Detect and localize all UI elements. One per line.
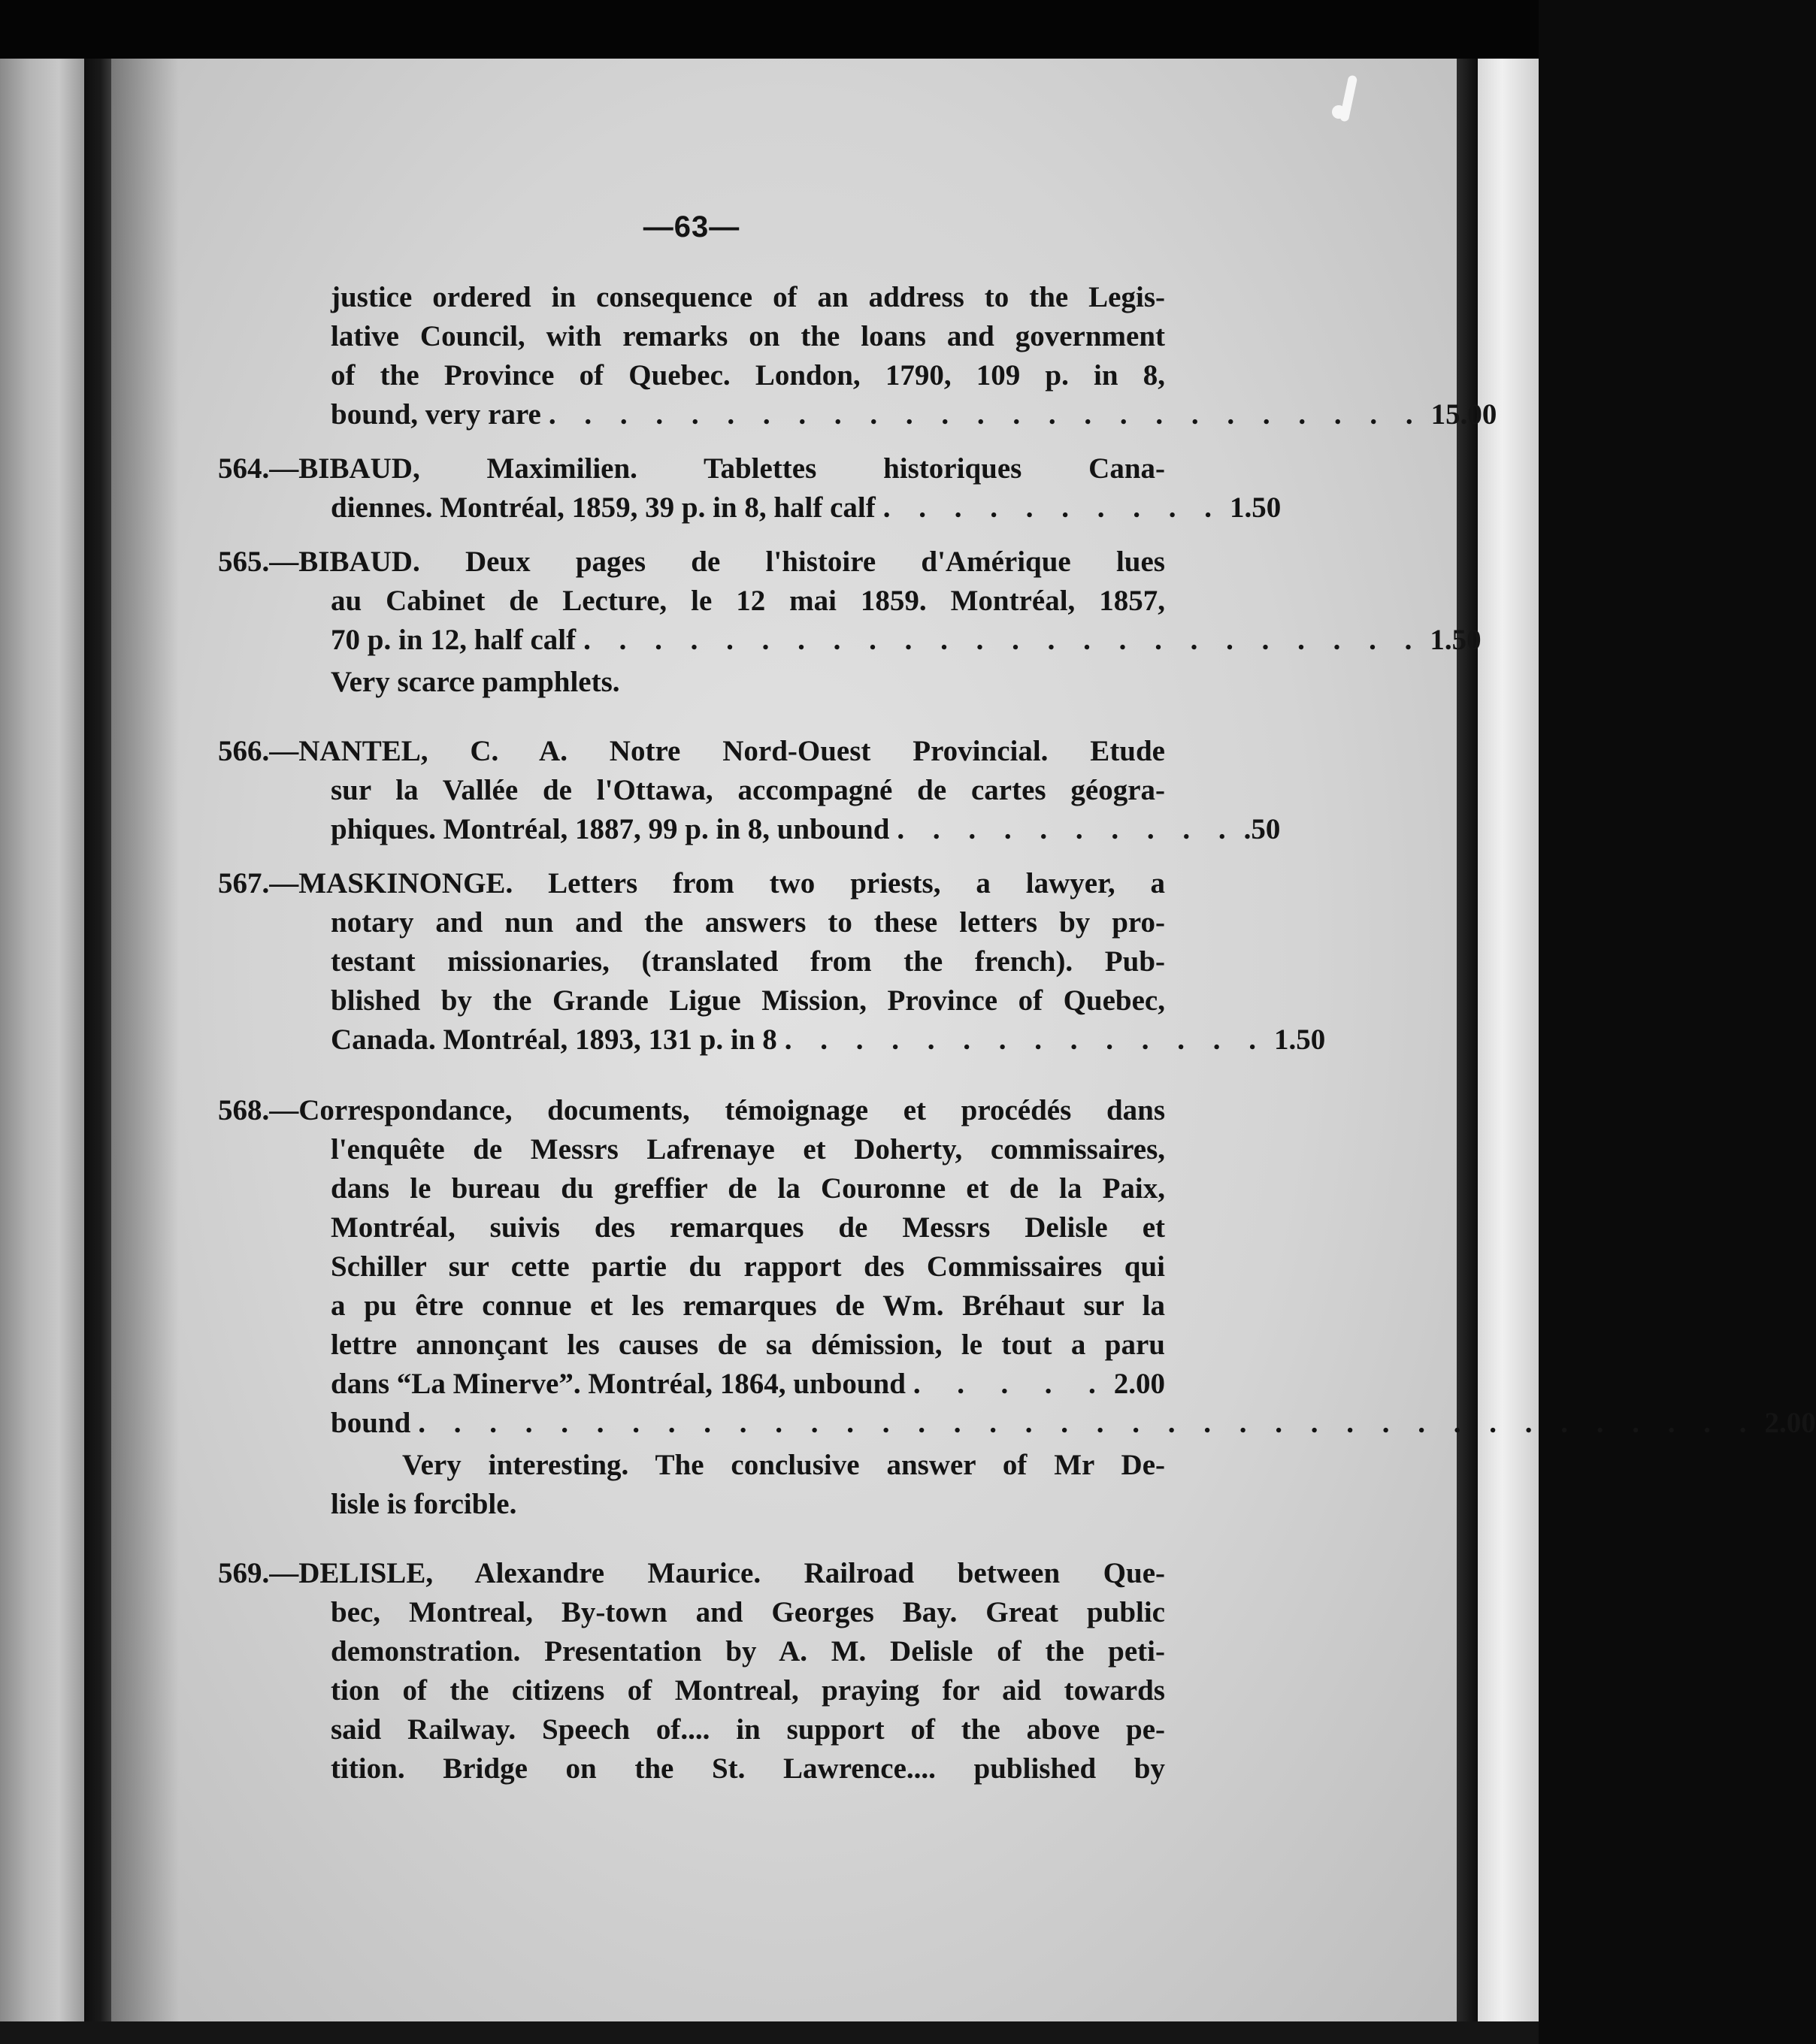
text-line: blished by the Grande Ligue Mission, Province of Quebec,: [331, 984, 1165, 1017]
entry-heading: DELISLE, Alexandre Maurice. Railroad between Que-: [298, 1557, 1165, 1589]
entry-heading: BIBAUD, Maximilien. Tablettes historiques Cana-: [298, 452, 1165, 485]
entry-number: 568.—: [218, 1094, 299, 1126]
item-price: 1.50: [1430, 624, 1482, 656]
text-line: lettre annonçant les causes de sa démission, le tout a paru: [331, 1329, 1165, 1361]
note-line: Very interesting. The conclusive answer of Mr De-: [402, 1449, 1165, 1481]
catalogue-entry-564: [218, 449, 1282, 528]
item-price: 15.00: [1430, 398, 1497, 431]
price-line: [331, 621, 1482, 660]
scan-artifact: [1332, 105, 1345, 119]
text-line: demonstration. Presentation by A. M. Delisle of the peti-: [331, 1635, 1165, 1668]
entry-note: [218, 1446, 1165, 1524]
scan-frame-bottom: [0, 2021, 1539, 2044]
catalogue-entry-569: [218, 1554, 1165, 1788]
leader-dots: . . . . . . . . . . . . . . . . . . . . . . . . .: [548, 398, 1424, 431]
leader-dots: . . . . . . . . . . . . . . . . . . . . . . . . . . . . . . . . . . . . . .: [418, 1407, 1757, 1439]
entry-first-line: [218, 864, 1165, 903]
leader-dots: . . . . . . . . . .: [897, 813, 1236, 845]
item-description: Canada. Montréal, 1893, 131 p. in 8: [331, 1024, 777, 1056]
entry-first-line: [218, 543, 1165, 582]
scan-frame-right: [1478, 59, 1539, 2021]
item-description: phiques. Montréal, 1887, 99 p. in 8, unbound: [331, 813, 890, 845]
item-price: 1.50: [1273, 1024, 1326, 1056]
item-price: 1.50: [1230, 491, 1282, 524]
catalogue-entry-568: [218, 1091, 1816, 1443]
text-line: justice ordered in consequence of an address to the Legis-: [331, 281, 1165, 313]
text-line: Montréal, suivis des remarques de Messrs Delisle et: [331, 1211, 1165, 1244]
text-line: dans le bureau du greffier de la Couronne et de la Paix,: [331, 1172, 1165, 1205]
item-description: 70 p. in 12, half calf: [331, 624, 577, 656]
leader-dots: . . . . .: [913, 1368, 1106, 1400]
entry-heading: Correspondance, documents, témoignage et procédés dans: [298, 1094, 1165, 1126]
entry-heading: BIBAUD. Deux pages de l'histoire d'Amérique lues: [298, 546, 1165, 578]
catalogue-entry-566: [218, 732, 1281, 849]
book-gutter-left: [84, 59, 111, 2021]
entry-first-line: [218, 449, 1165, 488]
text-line: sur la Vallée de l'Ottawa, accompagné de cartes géogra-: [331, 774, 1165, 806]
catalogue-entry-567: [218, 864, 1326, 1060]
text-line: said Railway. Speech of.... in support of the above pe-: [331, 1713, 1165, 1746]
price-line: [331, 1020, 1326, 1060]
continued-entry: [218, 278, 1497, 434]
entry-first-line: [218, 732, 1165, 771]
item-description: bound, very rare: [331, 398, 541, 431]
leader-dots: . . . . . . . . . . . . . .: [784, 1024, 1267, 1056]
text-line: notary and nun and the answers to these letters by pro-: [331, 906, 1165, 939]
entry-first-line: [218, 1091, 1165, 1130]
leader-dots: . . . . . . . . . . . . . . . . . . . . . . . .: [583, 624, 1423, 656]
catalogue-text: [218, 278, 1816, 1804]
price-line: [331, 1365, 1165, 1404]
entry-number: 566.—: [218, 735, 299, 767]
text-line: lative Council, with remarks on the loans and government: [331, 320, 1165, 352]
entry-note: Very scarce pamphlets.: [331, 666, 620, 698]
scan-frame-top: [0, 0, 1539, 59]
item-price: .50: [1243, 813, 1281, 845]
page-number: —63—: [643, 210, 740, 243]
text-line: bec, Montreal, By-town and Georges Bay. Great public: [331, 1596, 1165, 1628]
text-line: Schiller sur cette partie du rapport des Commissaires qui: [331, 1250, 1165, 1283]
text-line: tition. Bridge on the St. Lawrence.... published by: [331, 1752, 1165, 1785]
entry-number: 565.—: [218, 546, 299, 578]
price-line: [331, 810, 1281, 849]
text-line: tion of the citizens of Montreal, praying for aid towards: [331, 1674, 1165, 1707]
entry-number: 564.—: [218, 452, 299, 485]
catalogue-entry-565: [218, 543, 1482, 660]
text-line: au Cabinet de Lecture, le 12 mai 1859. Montréal, 1857,: [331, 585, 1165, 617]
entry-heading: MASKINONGE. Letters from two priests, a lawyer, a: [298, 867, 1165, 900]
entry-number: 569.—: [218, 1557, 299, 1589]
item-description: bound: [331, 1407, 411, 1439]
facing-page-edge: [0, 59, 84, 2021]
leader-dots: . . . . . . . . . .: [882, 491, 1223, 524]
text-line: l'enquête de Messrs Lafrenaye et Doherty, commissaires,: [331, 1133, 1165, 1166]
text-line: of the Province of Quebec. London, 1790, 109 p. in 8,: [331, 359, 1165, 392]
entry-number: 567.—: [218, 867, 299, 900]
item-price: 2.00: [1764, 1407, 1816, 1439]
price-line: [331, 395, 1497, 434]
item-price: 2.00: [1113, 1368, 1165, 1400]
entry-heading: NANTEL, C. A. Notre Nord-Ouest Provincial. Etude: [298, 735, 1165, 767]
entry-first-line: [218, 1554, 1165, 1593]
book-gutter-right: [1457, 59, 1478, 2021]
text-line: testant missionaries, (translated from the french). Pub-: [331, 945, 1165, 978]
item-description: dans “La Minerve”. Montréal, 1864, unbound: [331, 1368, 906, 1400]
text-line: a pu être connue et les remarques de Wm. Bréhaut sur la: [331, 1290, 1165, 1322]
note-line: lisle is forcible.: [331, 1488, 517, 1520]
price-line: [331, 488, 1282, 528]
price-line: [331, 1404, 1816, 1443]
item-description: diennes. Montréal, 1859, 39 p. in 8, half calf: [331, 491, 876, 524]
